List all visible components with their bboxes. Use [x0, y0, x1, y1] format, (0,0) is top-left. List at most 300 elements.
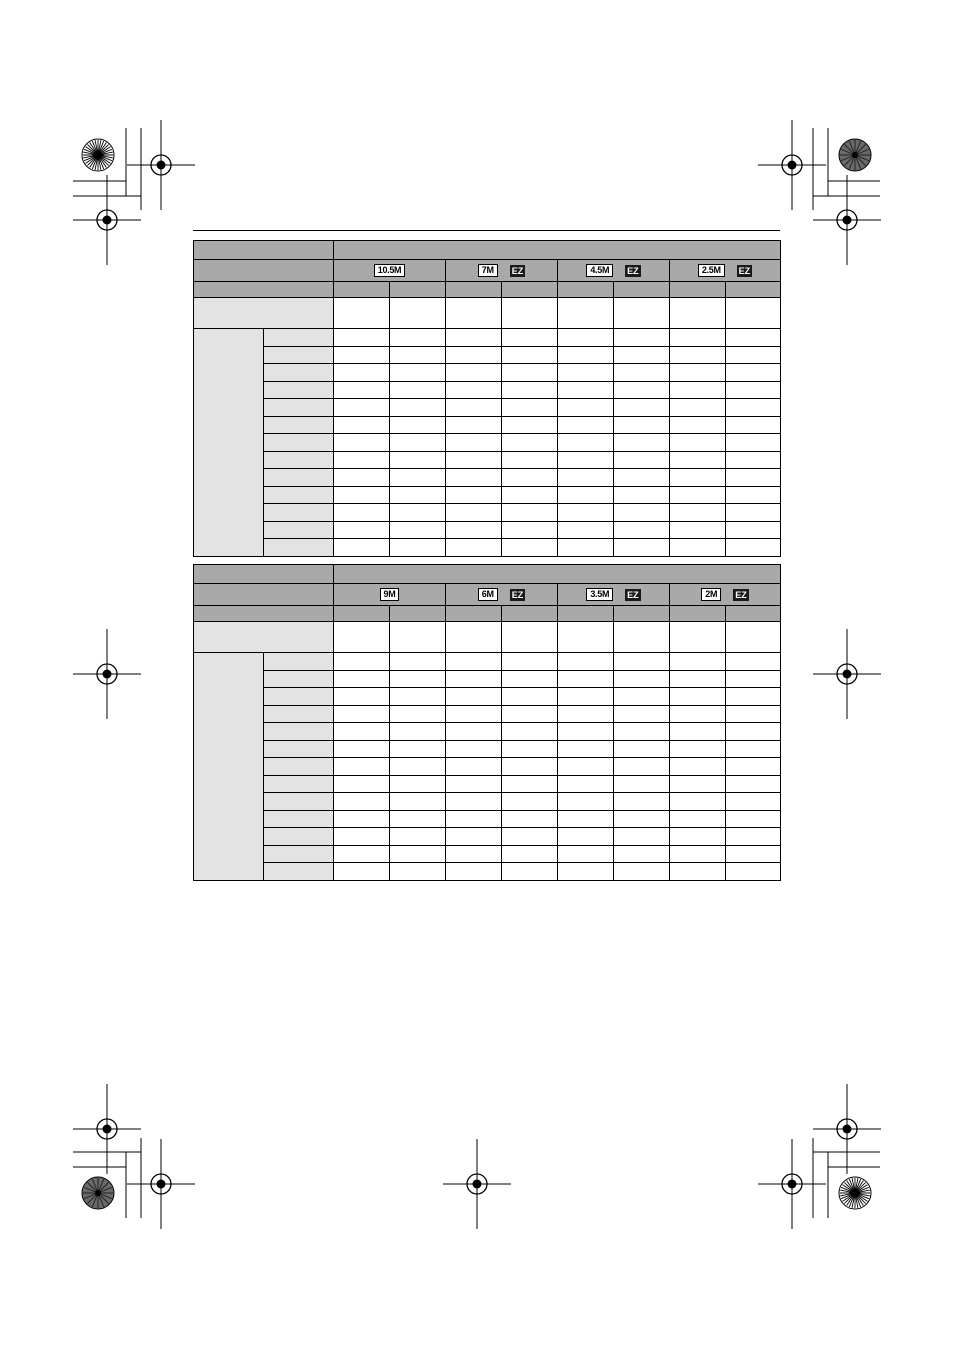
value-cell [390, 828, 446, 846]
picture-size-cell [558, 584, 670, 606]
value-cell [726, 793, 781, 811]
value-cell [446, 364, 502, 382]
value-cell [334, 775, 390, 793]
value-cell [334, 863, 390, 881]
value-cell [334, 539, 390, 557]
value-cell [558, 723, 614, 741]
value-cell [670, 486, 726, 504]
value-cell [502, 775, 558, 793]
value-cell [446, 828, 502, 846]
value-cell [502, 451, 558, 469]
row-label-cell [264, 705, 334, 723]
picture-size-table-2 [193, 564, 781, 881]
picture-size-icon: 2.5M [698, 264, 725, 277]
value-cell [726, 504, 781, 522]
value-cell [502, 486, 558, 504]
value-cell [670, 539, 726, 557]
value-cell [558, 364, 614, 382]
value-cell [390, 434, 446, 452]
value-cell [726, 469, 781, 487]
value-cell [726, 399, 781, 417]
value-cell [502, 723, 558, 741]
value-cell [726, 521, 781, 539]
value-cell [558, 434, 614, 452]
file-size-cell [726, 622, 781, 653]
value-cell [502, 539, 558, 557]
value-cell [558, 653, 614, 671]
value-cell [390, 670, 446, 688]
picture-size-icon: 9M [380, 588, 400, 601]
value-cell [334, 793, 390, 811]
value-cell [334, 653, 390, 671]
value-cell [670, 504, 726, 522]
quality-cell [502, 606, 558, 622]
value-cell [390, 845, 446, 863]
value-cell [334, 688, 390, 706]
value-cell [614, 399, 670, 417]
file-size-cell [726, 298, 781, 329]
quality-cell [446, 282, 502, 298]
value-cell [614, 469, 670, 487]
value-cell [558, 539, 614, 557]
value-cell [614, 828, 670, 846]
value-cell [446, 434, 502, 452]
value-cell [446, 329, 502, 347]
value-cell [726, 486, 781, 504]
value-cell [334, 828, 390, 846]
file-size-cell [502, 298, 558, 329]
value-cell [446, 723, 502, 741]
file-size-cell [670, 298, 726, 329]
quality-cell [446, 606, 502, 622]
value-cell [670, 653, 726, 671]
file-size-cell [446, 622, 502, 653]
value-cell [670, 845, 726, 863]
row-label-cell [264, 670, 334, 688]
value-cell [502, 653, 558, 671]
row-label-cell [264, 653, 334, 671]
value-cell [614, 346, 670, 364]
picture-size-cell [558, 260, 670, 282]
value-cell [670, 740, 726, 758]
value-cell [726, 434, 781, 452]
group-label-cell [194, 653, 264, 881]
value-cell [670, 399, 726, 417]
quality-cell [614, 606, 670, 622]
value-cell [446, 705, 502, 723]
file-size-label-cell [194, 622, 334, 653]
value-cell [614, 810, 670, 828]
value-cell [558, 451, 614, 469]
value-cell [390, 451, 446, 469]
value-cell [502, 793, 558, 811]
value-cell [726, 810, 781, 828]
value-cell [558, 329, 614, 347]
value-cell [334, 399, 390, 417]
file-size-cell [334, 298, 390, 329]
value-cell [726, 863, 781, 881]
value-cell [614, 740, 670, 758]
row-label-cell [264, 434, 334, 452]
value-cell [446, 399, 502, 417]
value-cell [390, 740, 446, 758]
value-cell [726, 723, 781, 741]
file-size-cell [446, 298, 502, 329]
row-label-cell [264, 863, 334, 881]
value-cell [446, 810, 502, 828]
value-cell [334, 364, 390, 382]
header-value-cell [334, 241, 781, 260]
value-cell [390, 416, 446, 434]
picture-size-cell [446, 584, 558, 606]
value-cell [502, 740, 558, 758]
value-cell [446, 346, 502, 364]
value-cell [726, 670, 781, 688]
row-label-cell [264, 381, 334, 399]
value-cell [558, 670, 614, 688]
file-size-label-cell [194, 298, 334, 329]
header-label-cell [194, 565, 334, 584]
value-cell [334, 504, 390, 522]
file-size-cell [502, 622, 558, 653]
value-cell [390, 539, 446, 557]
value-cell [446, 688, 502, 706]
file-size-cell [558, 298, 614, 329]
header-value-cell [334, 565, 781, 584]
value-cell [670, 469, 726, 487]
value-cell [502, 434, 558, 452]
value-cell [558, 775, 614, 793]
value-cell [502, 521, 558, 539]
quality-cell [558, 282, 614, 298]
row-label-cell [264, 723, 334, 741]
value-cell [446, 793, 502, 811]
file-size-cell [614, 622, 670, 653]
file-size-cell [390, 622, 446, 653]
picture-size-icon: 7M [478, 264, 498, 277]
value-cell [446, 451, 502, 469]
value-cell [726, 845, 781, 863]
value-cell [334, 329, 390, 347]
value-cell [670, 346, 726, 364]
quality-cell [558, 606, 614, 622]
row-label-cell [264, 793, 334, 811]
value-cell [334, 469, 390, 487]
value-cell [614, 451, 670, 469]
value-cell [502, 688, 558, 706]
file-size-cell [614, 298, 670, 329]
value-cell [558, 793, 614, 811]
value-cell [390, 521, 446, 539]
extended-zoom-icon: EZ [738, 265, 751, 276]
row-label-cell [264, 451, 334, 469]
value-cell [670, 364, 726, 382]
picture-size-icon: 10.5M [374, 264, 406, 277]
value-cell [334, 670, 390, 688]
quality-cell [390, 282, 446, 298]
value-cell [726, 416, 781, 434]
picture-size-icon: 6M [478, 588, 498, 601]
picture-size-label-cell [194, 584, 334, 606]
row-label-cell [264, 810, 334, 828]
value-cell [614, 723, 670, 741]
value-cell [334, 845, 390, 863]
value-cell [614, 705, 670, 723]
value-cell [334, 521, 390, 539]
value-cell [390, 758, 446, 776]
row-label-cell [264, 364, 334, 382]
value-cell [334, 346, 390, 364]
value-cell [614, 653, 670, 671]
value-cell [446, 539, 502, 557]
file-size-cell [558, 622, 614, 653]
value-cell [558, 810, 614, 828]
value-cell [502, 381, 558, 399]
row-label-cell [264, 504, 334, 522]
value-cell [670, 863, 726, 881]
value-cell [558, 486, 614, 504]
file-size-cell [390, 298, 446, 329]
row-label-cell [264, 845, 334, 863]
value-cell [446, 653, 502, 671]
row-label-cell [264, 521, 334, 539]
value-cell [670, 381, 726, 399]
value-cell [502, 863, 558, 881]
value-cell [446, 670, 502, 688]
value-cell [614, 688, 670, 706]
value-cell [670, 451, 726, 469]
value-cell [670, 810, 726, 828]
quality-cell [726, 606, 781, 622]
quality-cell [670, 282, 726, 298]
value-cell [726, 364, 781, 382]
value-cell [390, 705, 446, 723]
value-cell [614, 434, 670, 452]
value-cell [670, 793, 726, 811]
value-cell [726, 775, 781, 793]
value-cell [334, 758, 390, 776]
value-cell [390, 469, 446, 487]
value-cell [390, 793, 446, 811]
value-cell [670, 705, 726, 723]
value-cell [614, 329, 670, 347]
value-cell [502, 828, 558, 846]
picture-size-table-1 [193, 240, 781, 557]
value-cell [558, 740, 614, 758]
picture-size-label-cell [194, 260, 334, 282]
value-cell [334, 705, 390, 723]
value-cell [726, 381, 781, 399]
row-label-cell [264, 740, 334, 758]
value-cell [390, 775, 446, 793]
value-cell [334, 451, 390, 469]
value-cell [390, 810, 446, 828]
value-cell [390, 688, 446, 706]
value-cell [502, 469, 558, 487]
value-cell [558, 758, 614, 776]
value-cell [726, 740, 781, 758]
value-cell [614, 845, 670, 863]
row-label-cell [264, 346, 334, 364]
value-cell [334, 381, 390, 399]
picture-size-cell [446, 260, 558, 282]
header-label-cell [194, 241, 334, 260]
quality-cell [334, 282, 390, 298]
value-cell [502, 364, 558, 382]
value-cell [670, 723, 726, 741]
row-label-cell [264, 758, 334, 776]
value-cell [390, 364, 446, 382]
value-cell [614, 670, 670, 688]
value-cell [446, 845, 502, 863]
value-cell [502, 399, 558, 417]
value-cell [502, 329, 558, 347]
picture-size-cell [334, 584, 446, 606]
picture-size-cell [334, 260, 446, 282]
value-cell [390, 863, 446, 881]
value-cell [726, 688, 781, 706]
group-label-cell [194, 329, 264, 557]
value-cell [390, 486, 446, 504]
extended-zoom-icon: EZ [511, 265, 524, 276]
value-cell [446, 469, 502, 487]
value-cell [726, 828, 781, 846]
row-label-cell [264, 688, 334, 706]
value-cell [502, 346, 558, 364]
picture-size-cell [670, 260, 781, 282]
value-cell [446, 863, 502, 881]
value-cell [726, 758, 781, 776]
value-cell [614, 486, 670, 504]
value-cell [726, 451, 781, 469]
row-label-cell [264, 539, 334, 557]
value-cell [726, 346, 781, 364]
value-cell [502, 758, 558, 776]
quality-cell [670, 606, 726, 622]
row-label-cell [264, 416, 334, 434]
value-cell [558, 469, 614, 487]
value-cell [390, 381, 446, 399]
value-cell [502, 810, 558, 828]
value-cell [726, 653, 781, 671]
value-cell [614, 504, 670, 522]
file-size-cell [334, 622, 390, 653]
value-cell [390, 399, 446, 417]
value-cell [614, 364, 670, 382]
value-cell [670, 758, 726, 776]
value-cell [726, 539, 781, 557]
value-cell [558, 399, 614, 417]
value-cell [390, 329, 446, 347]
value-cell [446, 504, 502, 522]
value-cell [614, 521, 670, 539]
value-cell [726, 705, 781, 723]
value-cell [614, 793, 670, 811]
value-cell [558, 346, 614, 364]
value-cell [558, 381, 614, 399]
row-label-cell [264, 486, 334, 504]
value-cell [558, 705, 614, 723]
value-cell [446, 758, 502, 776]
value-cell [334, 723, 390, 741]
value-cell [502, 705, 558, 723]
value-cell [334, 434, 390, 452]
value-cell [670, 521, 726, 539]
value-cell [670, 775, 726, 793]
value-cell [558, 863, 614, 881]
value-cell [390, 723, 446, 741]
value-cell [446, 416, 502, 434]
value-cell [558, 416, 614, 434]
quality-cell [614, 282, 670, 298]
value-cell [334, 740, 390, 758]
value-cell [446, 740, 502, 758]
value-cell [670, 329, 726, 347]
extended-zoom-icon: EZ [735, 589, 747, 600]
value-cell [670, 688, 726, 706]
value-cell [390, 504, 446, 522]
picture-size-icon: 3.5M [586, 588, 613, 601]
row-label-cell [264, 828, 334, 846]
value-cell [334, 416, 390, 434]
value-cell [670, 670, 726, 688]
value-cell [446, 775, 502, 793]
value-cell [502, 670, 558, 688]
extended-zoom-icon: EZ [627, 589, 639, 600]
quality-cell [502, 282, 558, 298]
value-cell [446, 486, 502, 504]
row-label-cell [264, 775, 334, 793]
row-label-cell [264, 399, 334, 417]
row-label-cell [264, 329, 334, 347]
quality-label-cell [194, 606, 334, 622]
value-cell [558, 521, 614, 539]
value-cell [446, 521, 502, 539]
value-cell [502, 416, 558, 434]
quality-cell [390, 606, 446, 622]
value-cell [726, 329, 781, 347]
value-cell [390, 653, 446, 671]
value-cell [614, 758, 670, 776]
quality-label-cell [194, 282, 334, 298]
picture-size-cell [670, 584, 781, 606]
value-cell [446, 381, 502, 399]
header-rule [193, 230, 780, 231]
value-cell [334, 810, 390, 828]
extended-zoom-icon: EZ [511, 589, 524, 600]
value-cell [390, 346, 446, 364]
value-cell [614, 775, 670, 793]
value-cell [614, 381, 670, 399]
quality-cell [726, 282, 781, 298]
quality-cell [334, 606, 390, 622]
picture-size-icon: 4.5M [586, 264, 613, 277]
value-cell [614, 863, 670, 881]
value-cell [558, 504, 614, 522]
value-cell [670, 434, 726, 452]
row-label-cell [264, 469, 334, 487]
value-cell [614, 416, 670, 434]
value-cell [558, 828, 614, 846]
value-cell [670, 828, 726, 846]
value-cell [558, 688, 614, 706]
value-cell [670, 416, 726, 434]
file-size-cell [670, 622, 726, 653]
picture-size-icon: 2M [701, 588, 721, 601]
value-cell [502, 845, 558, 863]
value-cell [558, 845, 614, 863]
value-cell [502, 504, 558, 522]
